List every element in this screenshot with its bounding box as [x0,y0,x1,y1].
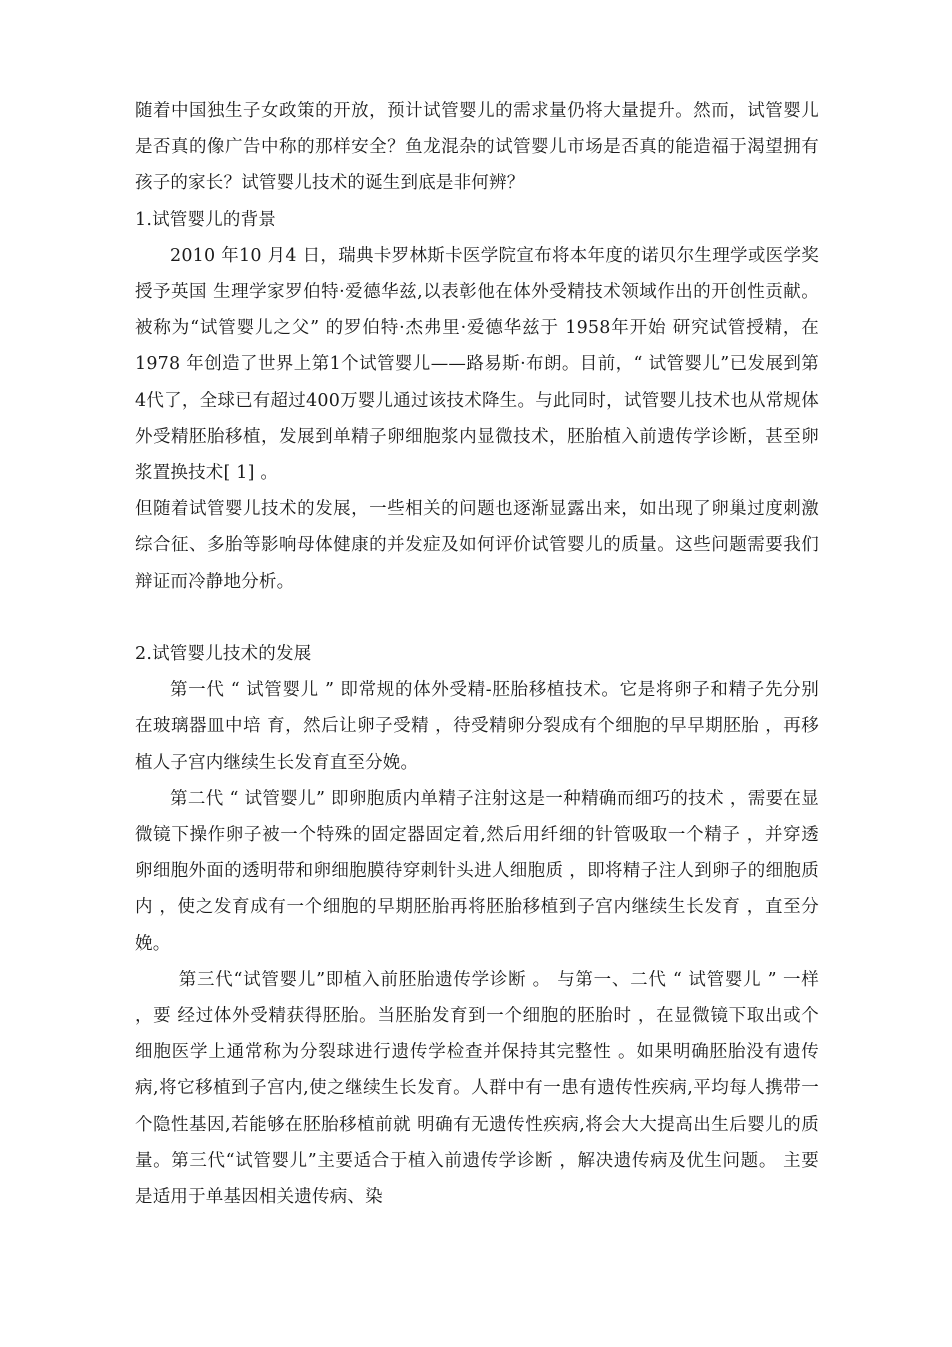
section-1-heading: 1.试管婴儿的背景 [135,209,276,230]
section-1-paragraph-2: 但随着试管婴儿技术的发展，一些相关的问题也逐渐显露出来，如出现了卵巢过度刺激综合征、多胎等影响母体健康的并发症及如何评价试管婴儿的质量。这些问题需要我们辩证而冷静地分析。 [135,499,819,592]
document-body [135,93,819,1215]
section-2-heading: 2.试管婴儿技术的发展 [135,644,312,665]
section-1-paragraph-1: 2010 年10 月4 日，瑞典卡罗林斯卡医学院宣布将本年度的诺贝尔生理学或医学奖授予英国 生理学家罗伯特·爱德华兹,以表彰他在体外受精技术领域作出的开创性贡献。被称为“试管婴儿之父” 的罗伯特·杰弗里·爱德华兹于 1958年开始 研究试管授精，在 1978 年创造了世界上第1个试管婴儿——路易斯·布朗。目前，“ 试管婴儿”已发展到第4代了，全球已有超过400万婴儿通过该技术降生。与此同时，试管婴儿技术也从常规体外受精胚胎移植，发展到单精子卵细胞浆内显微技术，胚胎植入前遗传学诊断，甚至卵浆置换技术[ 1] 。 [135,245,819,484]
section-2-paragraph-3: 第三代“试管婴儿”即植入前胚胎遗传学诊断 。 与第一、二代 “ 试管婴儿 ” 一样 ，要 经过体外受精获得胚胎。当胚胎发育到一个细胞的胚胎时 ，在显微镜下取出或个细胞医学上通常称为分裂球进行遗传学检查并保持其完整性 。如果明确胚胎没有遗传病,将它移植到子宫内,使之继续生长发育。人群中有一患有遗传性疾病,平均每人携带一个隐性基因,若能够在胚胎移植前就 明确有无遗传性疾病,将会大大提高出生后婴儿的质量。第三代“试管婴儿”主要适合于植入前遗传学诊断 ，解决遗传病及优生问题。 主要是适用于单基因相关遗传病、染 [135,969,819,1208]
blank-line [135,600,819,636]
intro-paragraph: 随着中国独生子女政策的开放，预计试管婴儿的需求量仍将大量提升。然而，试管婴儿是否真的像广告中称的那样安全？鱼龙混杂的试管婴儿市场是否真的能造福于渴望拥有孩子的家长？试管婴儿技术的诞生到底是非何辨？ [135,101,819,194]
section-2-paragraph-2: 第二代 “ 试管婴儿” 即卵胞质内单精子注射这是一种精确而细巧的技术 ，需要在显微镜下操作卵子被一个特殊的固定器固定着,然后用纤细的针管吸取一个精子 ，并穿透卵细胞外面的透明带和卵细胞膜待穿刺针头进人细胞质 ，即将精子注人到卵子的细胞质内 ，使之发育成有一个细胞的早期胚胎再将胚胎移植到子宫内继续生长发育 ，直至分娩。 [135,788,819,954]
section-2-paragraph-1: 第一代 “ 试管婴儿 ” 即常规的体外受精-胚胎移植技术。它是将卵子和精子先分别在玻璃器皿中培 育，然后让卵子受精 ，待受精卵分裂成有个细胞的早早期胚胎 ，再移植人子宫内继续生长发育直至分娩。 [135,680,819,773]
